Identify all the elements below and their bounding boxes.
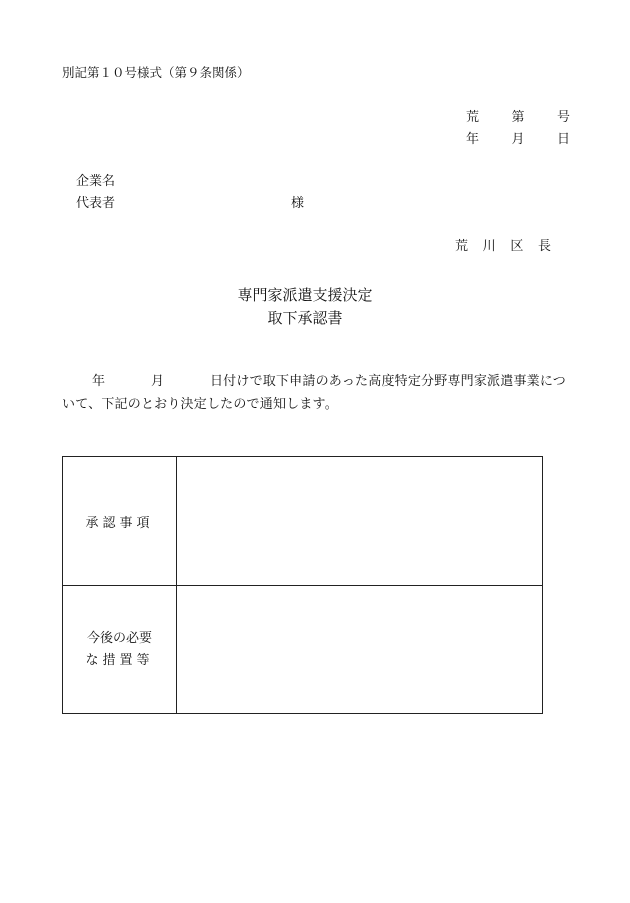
- date-day: 日: [556, 132, 570, 147]
- company-name-label: 企業名: [76, 174, 116, 189]
- document-number-middle: 第: [511, 110, 525, 125]
- body-text-line2: いて、下記のとおり決定したので通知します。: [62, 397, 338, 412]
- document-number-prefix: 荒: [466, 110, 480, 125]
- date-year: 年: [466, 132, 480, 147]
- date-month: 月: [511, 132, 525, 147]
- issuer-name: [455, 240, 551, 253]
- document-number-suffix: 号: [556, 110, 570, 125]
- required-measures-label: [85, 628, 153, 672]
- table-row: [63, 457, 542, 586]
- body-month: 月: [150, 374, 164, 389]
- body-line1-rest: 日付けで取下申請のあった高度特定分野専門家派遣事業につ: [209, 374, 566, 389]
- issuer-char: 区: [510, 239, 524, 254]
- required-measures-label-line2: な措置等: [85, 652, 154, 668]
- required-measures-label-line1: 今後の必要: [86, 630, 152, 646]
- document-title-line1: 専門家派遣支援決定: [237, 286, 373, 304]
- approval-items-value: [177, 457, 542, 585]
- document-title-line2: 取下承認書: [267, 309, 343, 327]
- representative-label: 代表者: [76, 196, 116, 211]
- body-year: 年: [92, 374, 106, 389]
- document-date: [466, 133, 570, 146]
- issuer-char: 川: [482, 239, 496, 254]
- required-measures-label-cell: [63, 586, 177, 713]
- issuer-char: 長: [537, 239, 551, 254]
- required-measures-value: [177, 586, 542, 713]
- approval-items-label-cell: [63, 457, 177, 585]
- issuer-char: 荒: [455, 239, 469, 254]
- form-number: 別記第１０号様式（第９条関係）: [62, 65, 250, 80]
- body-text-line1: [92, 375, 566, 388]
- table-row: [63, 586, 542, 713]
- approval-items-label: 承認事項: [85, 515, 154, 531]
- honorific: 様: [291, 196, 305, 211]
- approval-table: [62, 456, 543, 714]
- document-number: [466, 111, 570, 124]
